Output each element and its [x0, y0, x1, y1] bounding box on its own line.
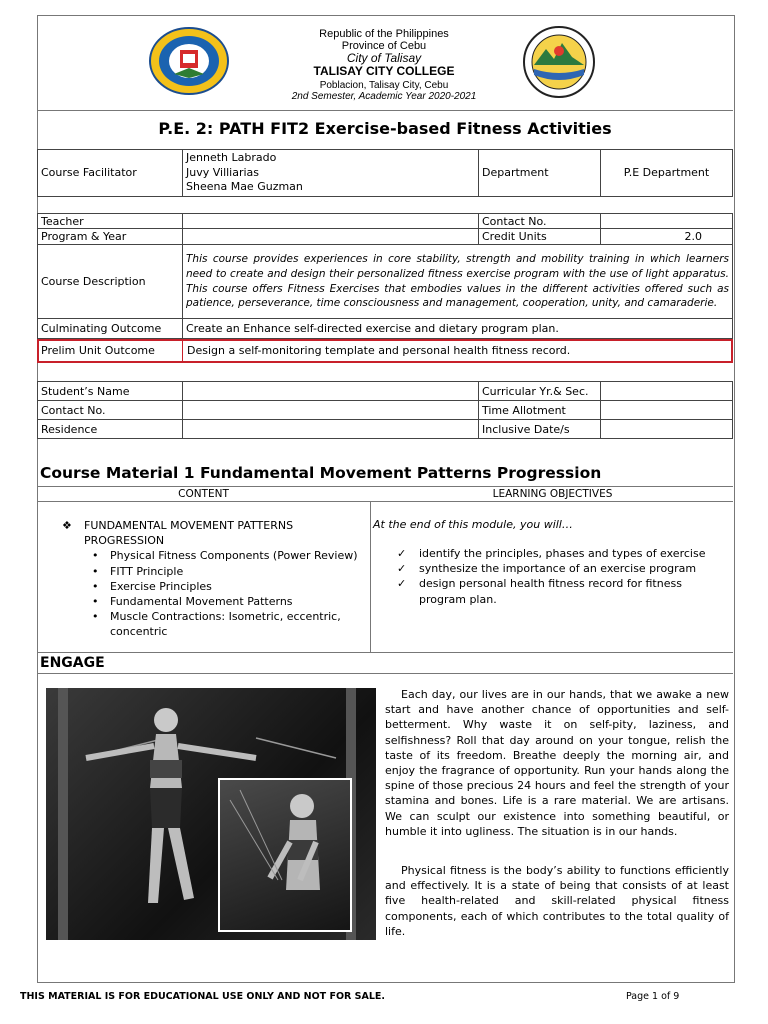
objectives-list: [373, 546, 723, 607]
checkmark-icon: ✓: [397, 577, 407, 591]
content-header: CONTENT: [178, 488, 229, 500]
credit-label: Credit Units: [479, 229, 601, 245]
contact-label: Contact No.: [479, 214, 601, 229]
student-name-value[interactable]: [183, 382, 479, 401]
facilitator-name: Jenneth Labrado: [186, 151, 277, 164]
checkmark-icon: ✓: [397, 562, 407, 576]
program-label: Program & Year: [38, 229, 183, 245]
student-contact-label: Contact No.: [38, 401, 183, 420]
page-number: Page 1 of 9: [626, 991, 680, 1002]
course-title: P.E. 2: PATH FIT2 Exercise-based Fitness Activities: [158, 119, 612, 138]
facilitator-names: [183, 150, 479, 197]
residence-value[interactable]: [183, 420, 479, 439]
disclaimer-text: THIS MATERIAL IS FOR EDUCATIONAL USE ONLY AND NOT FOR SALE.: [20, 991, 386, 1002]
inclusive-dates-label: Inclusive Date/s: [479, 420, 601, 439]
culminating-value: Create an Enhance self-directed exercise and dietary program plan.: [183, 319, 733, 339]
department-label: Department: [479, 150, 601, 197]
residence-label: Residence: [38, 420, 183, 439]
diamond-bullet-icon: ❖: [62, 519, 72, 532]
content-main-item: [62, 518, 362, 548]
contact-value[interactable]: [601, 214, 733, 229]
prelim-label: Prelim Unit Outcome: [41, 344, 155, 357]
facilitator-label: Course Facilitator: [38, 150, 183, 197]
bullet-icon: •: [92, 610, 99, 624]
semester-text: 2nd Semester, Academic Year 2020-2021: [291, 91, 477, 102]
engage-paragraph: Each day, our lives are in our hands, that we awake a new start and have another chance of opportunities and self-betterment. Why waste it on self-pity, laziness, and selfishness? Roll that day around on your tongue, relish the taste of its freedom. Breathe deeply the morning air, and enjoy the fragrance of opportunity. Run your hands along the spine of those precious 24 hours and feel the strength of your stamina and bones. Life is a rare material. We are artisans. We can sculpt our existence into something beautiful, or humble it into ugliness. The situation is in our hands.: [385, 688, 729, 838]
course-details-table: [37, 213, 733, 339]
time-allotment-value[interactable]: [601, 401, 733, 420]
fitness-photo-inset: [218, 778, 352, 932]
content-list: [62, 518, 362, 640]
curricular-value[interactable]: [601, 382, 733, 401]
student-name-label: Student’s Name: [38, 382, 183, 401]
engage-title: ENGAGE: [40, 655, 105, 671]
inclusive-dates-value[interactable]: [601, 420, 733, 439]
objective-item: ✓ identify the principles, phases and types of exercise: [397, 547, 706, 560]
engage-paragraph: Physical fitness is the body’s ability to functions efficiently and effectively. It is a state of being that consists of at least five health-related and skill-related physical fitness components, each of which contributes to the total quality of life.: [385, 864, 729, 938]
checkmark-icon: ✓: [397, 547, 407, 560]
republic-text: Republic of the Philippines: [319, 28, 449, 40]
college-logo-icon: [148, 26, 230, 96]
student-contact-value[interactable]: [183, 401, 479, 420]
content-main-text: FUNDAMENTAL MOVEMENT PATTERNS PROGRESSION: [84, 519, 294, 548]
content-item: • Exercise Principles: [92, 579, 212, 593]
content-item: • Fundamental Movement Patterns: [92, 595, 293, 609]
credit-value: 2.0: [601, 229, 733, 245]
prelim-value: Design a self-monitoring template and personal health fitness record.: [187, 344, 571, 357]
bullet-icon: •: [92, 579, 99, 593]
program-value[interactable]: [183, 229, 479, 245]
bullet-icon: •: [92, 564, 99, 578]
bullet-icon: •: [92, 595, 99, 609]
objective-item: ✓ design personal health fitness record for fitness program plan.: [397, 577, 682, 606]
course-info-table: [37, 149, 733, 197]
teacher-value[interactable]: [183, 214, 479, 229]
department-value: P.E Department: [601, 150, 733, 197]
address-text: Poblacion, Talisay City, Cebu: [319, 80, 449, 91]
course-material-title: Course Material 1 Fundamental Movement Patterns Progression: [40, 464, 602, 482]
culminating-label: Culminating Outcome: [38, 319, 183, 339]
prelim-outcome-row: [37, 339, 733, 363]
content-item: • Physical Fitness Components (Power Review): [92, 549, 358, 563]
objective-item: ✓ synthesize the importance of an exercise program: [397, 562, 697, 576]
content-item: • FITT Principle: [92, 564, 184, 578]
time-allotment-label: Time Allotment: [479, 401, 601, 420]
college-name: TALISAY CITY COLLEGE: [313, 64, 455, 78]
province-text: Province of Cebu: [341, 40, 427, 52]
city-text: City of Talisay: [346, 51, 422, 65]
facilitator-name: Juvy Villiarias: [186, 165, 260, 179]
city-seal-icon: [520, 25, 598, 99]
student-info-table: [37, 381, 733, 439]
objectives-header: LEARNING OBJECTIVES: [492, 488, 613, 500]
description-label: Course Description: [38, 245, 183, 319]
content-item: • Muscle Contractions: Isometric, eccentric, concentric: [92, 610, 341, 639]
bullet-icon: •: [92, 549, 99, 563]
course-description: This course provides experiences in core stability, strength and mobility training in which learners need to create and design their personalized fitness exercise program with the use of light apparatus. This course offers Fitness Exercises that embodies values in the different activities offered such as patience, perseverance, time consciousness and management, cooperation, unity, and camaraderie.: [183, 245, 733, 319]
objectives-intro: At the end of this module, you will…: [373, 518, 573, 531]
facilitator-name: Sheena Mae Guzman: [186, 180, 303, 193]
curricular-label: Curricular Yr.& Sec.: [479, 382, 601, 401]
cable-row-figure-icon: [220, 780, 350, 930]
teacher-label: Teacher: [38, 214, 183, 229]
